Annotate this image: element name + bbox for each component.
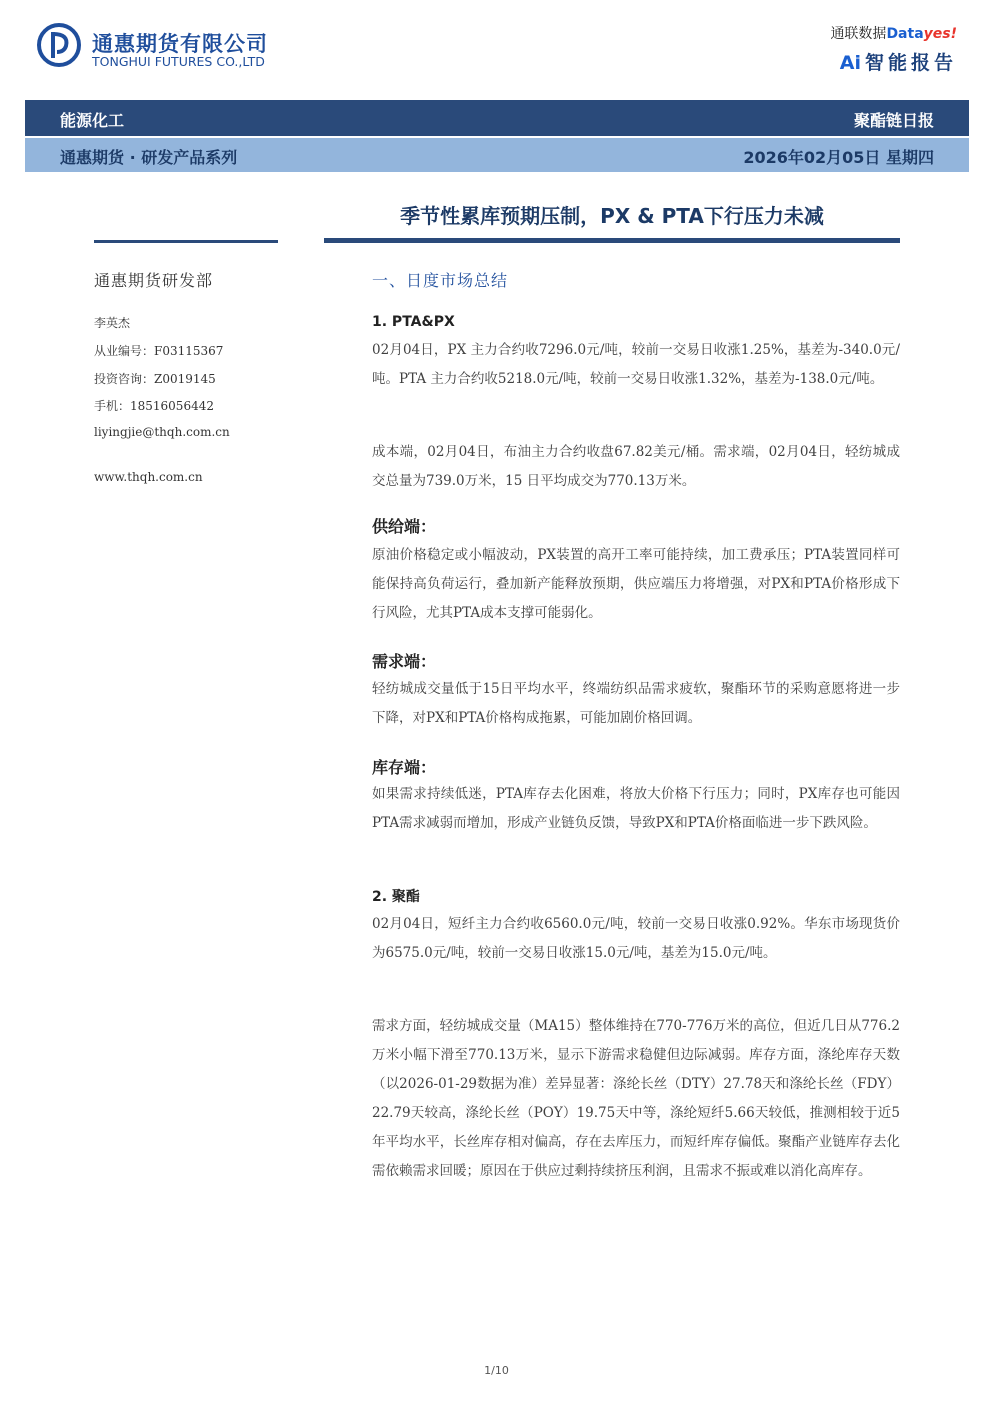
phone-number: 手机：18516056442	[94, 399, 214, 413]
consult-number: 投资咨询：Z0019145	[94, 372, 216, 386]
category-band	[25, 100, 969, 136]
subsection-heading-pta-px: 1. PTA&PX	[372, 314, 455, 330]
paragraph-demand: 轻纺城成交量低于15日平均水平，终端纺织品需求疲软，聚酯环节的采购意愿将进一步下降，对PX和PTA价格构成拖累，可能加剧价格回调。	[372, 681, 900, 726]
demand-heading: 需求端：	[372, 652, 437, 671]
series-label: 通惠期货 · 研发产品系列	[60, 148, 238, 167]
report-label: 智能报告	[864, 52, 957, 74]
analyst-name: 李英杰	[94, 316, 131, 330]
brand-name-cn: 通惠期货有限公司	[92, 32, 268, 56]
department-name: 通惠期货研发部	[94, 271, 214, 290]
paragraph-inventory: 如果需求持续低迷，PTA库存去化困难，将放大价格下行压力；同时，PX库存也可能因PTA需求减弱而增加，形成产业链负反馈，导致PX和PTA价格面临进一步下跌风险。	[372, 786, 900, 831]
paragraph-cost-demand: 成本端，02月04日，布油主力合约收盘67.82美元/桶。需求端，02月04日，轻纺城成交总量为739.0万米，15 日平均成交为770.13万米。	[372, 444, 900, 489]
section-heading: 一、日度市场总结	[372, 271, 509, 290]
series-band	[25, 138, 969, 172]
company-logo	[36, 22, 82, 68]
datayes-prefix: 通联数据	[830, 26, 887, 42]
paragraph-polyester-prices: 02月04日，短纤主力合约收6560.0元/吨，较前一交易日收涨0.92%。华东市场现货价为6575.0元/吨，较前一交易日收涨15.0元/吨，基差为15.0元/吨。	[372, 916, 900, 961]
report-date: 2026年02月05日 星期四	[743, 148, 934, 167]
supply-heading: 供给端：	[372, 517, 437, 536]
paragraph-pta-px-prices: 02月04日，PX 主力合约收7296.0元/吨，较前一交易日收涨1.25%，基差为-340.0元/吨。PTA 主力合约收5218.0元/吨，较前一交易日收涨1.32%，基差为-138.0元/吨。	[372, 342, 900, 387]
ai-label: Ai	[839, 52, 861, 74]
license-number: 从业编号：F03115367	[94, 344, 224, 358]
report-title: 季节性累库预期压制，PX & PTA下行压力未减	[400, 204, 824, 228]
inventory-heading: 库存端：	[372, 758, 437, 777]
paragraph-supply: 原油价格稳定或小幅波动，PX装置的高开工率可能持续，加工费承压；PTA装置同样可能保持高负荷运行，叠加新产能释放预期，供应端压力将增强，对PX和PTA价格形成下行风险，尤其PTA成本支撑可能弱化。	[372, 547, 900, 621]
brand-name-en: TONGHUI FUTURES CO.,LTD	[92, 54, 265, 69]
subsection-heading-polyester: 2. 聚酯	[372, 889, 420, 905]
sidebar-divider	[94, 240, 278, 243]
category-label: 能源化工	[60, 111, 125, 130]
email-link[interactable]: liyingjie@thqh.com.cn	[94, 425, 230, 439]
datayes-logo	[830, 23, 957, 43]
title-divider	[324, 238, 900, 243]
paragraph-polyester-demand-inventory: 需求方面，轻纺城成交量（MA15）整体维持在770-776万米的高位，但近几日从776.2万米小幅下滑至770.13万米，显示下游需求稳健但边际减弱。库存方面，涤纶库存天数（以2026-01-29数据为准）差异显著：涤纶长丝（DTY）27.78天和涤纶长丝（FDY）22.79天较高，涤纶长丝（POY）19.75天中等，涤纶短纤5.66天较低，推测相较于近5年平均水平，长丝库存相对偏高，存在去库压力，而短纤库存偏低。聚酯产业链库存去化需依赖需求回暖；原因在于供应过剩持续挤压利润，且需求不振或难以消化高库存。	[372, 1018, 900, 1179]
report-type-label: 聚酯链日报	[853, 111, 934, 130]
datayes-brand: Data	[886, 26, 924, 42]
datayes-suffix: yes!	[923, 26, 957, 42]
page-number: 1/10	[484, 1364, 509, 1377]
ai-report-label	[840, 48, 957, 75]
website-link[interactable]: www.thqh.com.cn	[94, 470, 203, 484]
